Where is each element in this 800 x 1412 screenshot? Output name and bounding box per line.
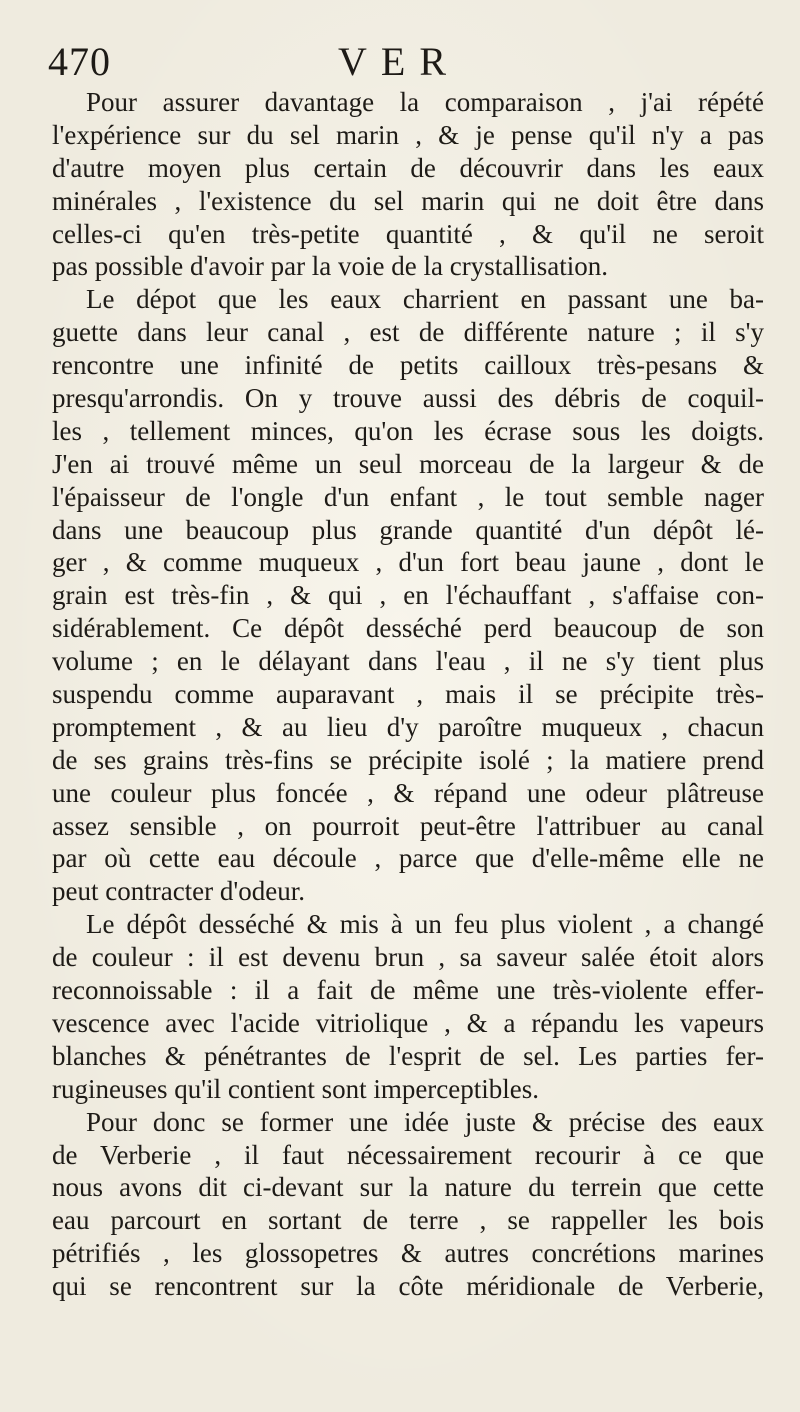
text-line: Le dépot que les eaux charrient en passant une ba- — [86, 284, 764, 315]
text-line: eau parcourt en sortant de terre , se rappeller les bois — [52, 1205, 764, 1236]
text-line: rugineuses qu'il contient sont imperceptibles. — [52, 1073, 540, 1104]
text-line: J'en ai trouvé même un seul morceau de la largeur & de — [52, 448, 764, 479]
paragraph — [52, 283, 764, 908]
text-line: dans une beaucoup plus grande quantité d'un dépôt lé- — [52, 514, 764, 545]
text-line: Pour donc se former une idée juste & précise des eaux — [86, 1106, 764, 1137]
text-line: celles-ci qu'en très-petite quantité , & qu'il ne seroit — [52, 218, 764, 249]
text-line: assez sensible , on pourroit peut-être l'attribuer au canal — [52, 810, 764, 841]
text-line: rencontre une infinité de petits cailloux très-pesans & — [52, 350, 764, 381]
paragraph — [52, 908, 764, 1105]
text-line: les , tellement minces, qu'on les écrase sous les doigts. — [52, 415, 764, 446]
text-line: presqu'arrondis. On y trouve aussi des débris de coquil- — [52, 383, 764, 414]
text-line: de couleur : il est devenu brun , sa saveur salée étoit alors — [52, 942, 764, 973]
text-line: de Verberie , il faut nécessairement recourir à ce que — [52, 1139, 764, 1170]
text-line: pétrifiés , les glossopetres & autres concrétions marines — [52, 1238, 764, 1269]
text-line: d'autre moyen plus certain de découvrir dans les eaux — [52, 152, 764, 183]
text-line: sidérablement. Ce dépôt desséché perd beaucoup de son — [52, 613, 764, 644]
text-line: peut contracter d'odeur. — [52, 876, 306, 907]
text-line: Le dépôt desséché & mis à un feu plus violent , a changé — [86, 909, 764, 940]
text-line: Pour assurer davantage la comparaison , j'ai répété — [86, 87, 764, 117]
text-line: volume ; en le délayant dans l'eau , il ne s'y tient plus — [52, 646, 764, 677]
text-line: grain est très-fin , & qui , en l'échauffant , s'affaise con- — [52, 580, 764, 611]
text-line: suspendu comme auparavant , mais il se précipite très- — [52, 679, 764, 710]
text-line: pas possible d'avoir par la voie de la crystallisation. — [52, 251, 608, 282]
text-line: guette dans leur canal , est de différente nature ; il s'y — [52, 317, 764, 348]
text-line: ger , & comme muqueux , d'un fort beau jaune , dont le — [52, 547, 764, 578]
text-line: promptement , & au lieu d'y paroître muqueux , chacun — [52, 711, 764, 742]
text-line: par où cette eau découle , parce que d'elle-même elle ne — [52, 843, 764, 874]
text-line: l'expérience sur du sel marin , & je pense qu'il n'y a pas — [52, 119, 764, 150]
text-line: vescence avec l'acide vitriolique , & a répandu les vapeurs — [52, 1007, 764, 1038]
text-line: de ses grains très-fins se précipite isolé ; la matiere prend — [52, 744, 764, 775]
paragraph — [52, 86, 764, 283]
page-header — [48, 38, 760, 86]
running-head: VER — [338, 39, 460, 84]
text-line: nous avons dit ci-devant sur la nature du terrein que cette — [52, 1172, 764, 1203]
text-line: qui se rencontrent sur la côte méridionale de Verberie, — [52, 1271, 764, 1302]
text-line: minérales , l'existence du sel marin qui ne doit être dans — [52, 185, 764, 216]
text-line: blanches & pénétrantes de l'esprit de sel. Les parties fer- — [52, 1040, 764, 1071]
paragraph — [52, 1106, 764, 1303]
page-number: 470 — [48, 39, 111, 84]
text-line: l'épaisseur de l'ongle d'un enfant , le tout semble nager — [52, 481, 764, 512]
body-text — [52, 86, 764, 1303]
text-line: une couleur plus foncée , & répand une odeur plâtreuse — [52, 777, 764, 808]
text-line: reconnoissable : il a fait de même une très-violente effer- — [52, 975, 764, 1006]
